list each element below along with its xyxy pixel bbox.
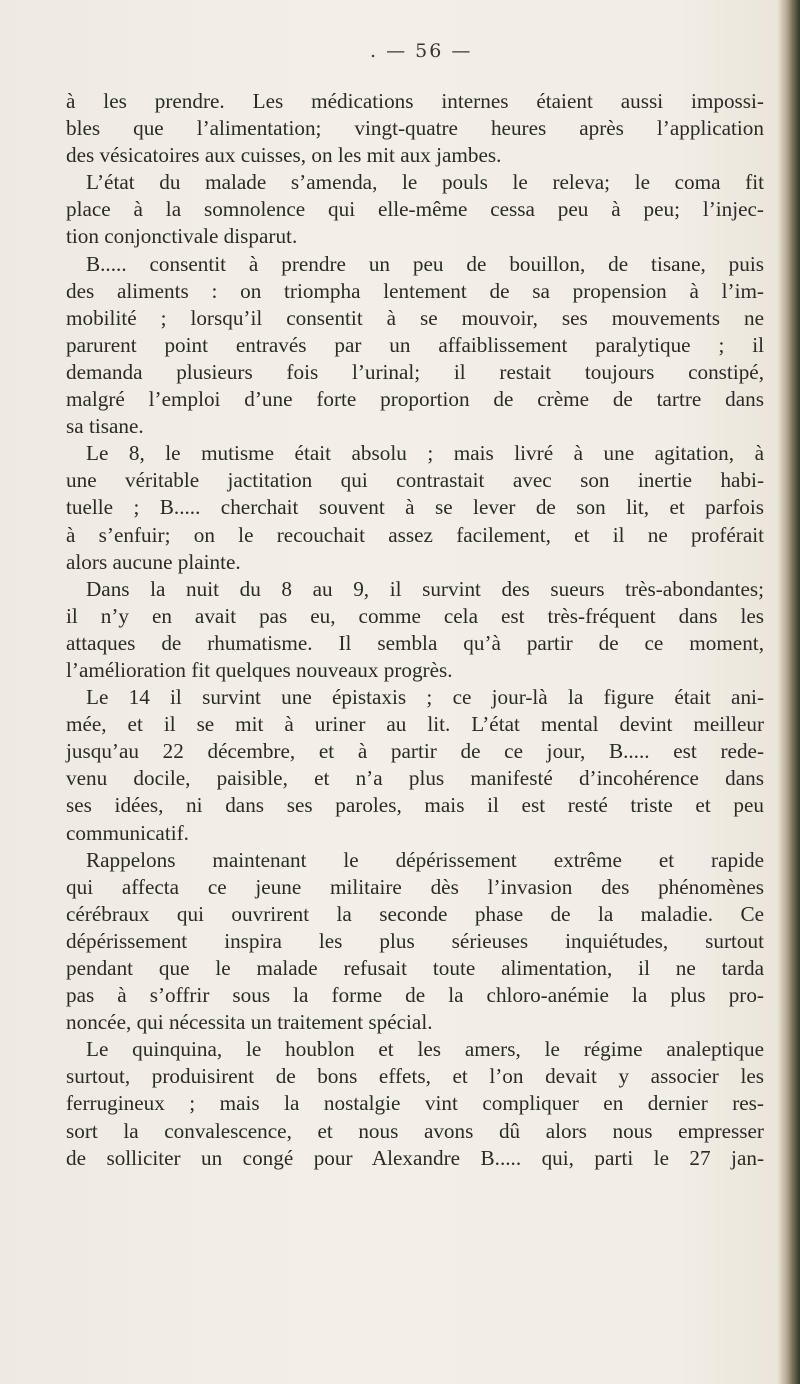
text-line: sa tisane.	[66, 414, 144, 439]
text-line: Le quinquina, le houblon et les amers, le régime analeptique	[86, 1037, 764, 1062]
text-line: communicatif.	[66, 820, 189, 845]
text-line: demanda plusieurs fois l’urinal; il restait toujours constipé,	[66, 359, 764, 384]
text-line: noncée, qui nécessita un traitement spécial.	[66, 1010, 433, 1035]
text-line: pendant que le malade refusait toute alimentation, il ne tarda	[66, 956, 764, 980]
page-number: . — 56 —	[370, 40, 473, 62]
text-line: parurent point entravés par un affaiblissement paralytique ; il	[66, 332, 764, 357]
text-line: mobilité ; lorsqu’il consentit à se mouvoir, ses mouvements ne	[66, 305, 764, 330]
text-line: Le 8, le mutisme était absolu ; mais livré à une agitation, à	[86, 441, 764, 466]
text-line: une véritable jactitation qui contrastait avec son inertie habi-	[66, 468, 764, 493]
text-line: Rappelons maintenant le dépérissement extrême et rapide	[86, 847, 764, 872]
text-line: ses idées, ni dans ses paroles, mais il est resté triste et peu	[66, 793, 764, 818]
page-edge-binding	[778, 0, 800, 1384]
text-line: alors aucune plainte.	[66, 549, 241, 574]
text-line: ferrugineux ; mais la nostalgie vint compliquer en dernier res-	[66, 1091, 764, 1116]
text-line: Le 14 il survint une épistaxis ; ce jour-là la figure était ani-	[86, 685, 764, 710]
text-line: à s’enfuir; on le recouchait assez facilement, et il ne proférait	[66, 522, 764, 547]
text-line: bles que l’alimentation; vingt-quatre heures après l’application	[66, 116, 764, 141]
text-line: surtout, produisirent de bons effets, et l’on devait y associer les	[66, 1064, 764, 1089]
text-line: il n’y en avait pas eu, comme cela est très-fréquent dans les	[66, 603, 764, 628]
text-line: cérébraux qui ouvrirent la seconde phase de la maladie. Ce	[66, 901, 764, 926]
text-line: sort la convalescence, et nous avons dû alors nous empresser	[66, 1118, 764, 1143]
text-line: mée, et il se mit à uriner au lit. L’état mental devint meilleur	[66, 712, 764, 737]
text-line: jusqu’au 22 décembre, et à partir de ce jour, B..... est rede-	[66, 739, 764, 764]
text-line: qui affecta ce jeune militaire dès l’invasion des phénomènes	[66, 874, 764, 899]
text-line: pas à s’offrir sous la forme de la chloro-anémie la plus pro-	[66, 983, 764, 1008]
text-line: attaques de rhumatisme. Il sembla qu’à partir de ce moment,	[66, 630, 764, 655]
text-line: B..... consentit à prendre un peu de bouillon, de tisane, puis	[86, 251, 764, 276]
text-line: place à la somnolence qui elle-même cessa peu à peu; l’injec-	[66, 197, 764, 222]
text-line: l’amélioration fit quelques nouveaux progrès.	[66, 657, 453, 682]
text-line: L’état du malade s’amenda, le pouls le releva; le coma fit	[86, 170, 764, 195]
text-line: tion conjonctivale disparut.	[66, 224, 298, 249]
text-line: Dans la nuit du 8 au 9, il survint des sueurs très-abondantes;	[86, 576, 764, 601]
body-text	[66, 88, 764, 1172]
text-line: à les prendre. Les médications internes étaient aussi impossi-	[66, 89, 764, 113]
text-line: malgré l’emploi d’une forte proportion de crème de tartre dans	[66, 387, 764, 412]
text-line: dépérissement inspira les plus sérieuses inquiétudes, surtout	[66, 928, 764, 953]
text-line: venu docile, paisible, et n’a plus manifesté d’incohérence dans	[66, 766, 764, 791]
text-line: de solliciter un congé pour Alexandre B..... qui, parti le 27 jan-	[66, 1145, 764, 1170]
text-line: des aliments : on triompha lentement de sa propension à l’im-	[66, 278, 764, 303]
text-line: tuelle ; B..... cherchait souvent à se lever de son lit, et parfois	[66, 495, 764, 520]
text-line: des vésicatoires aux cuisses, on les mit aux jambes.	[66, 143, 502, 168]
